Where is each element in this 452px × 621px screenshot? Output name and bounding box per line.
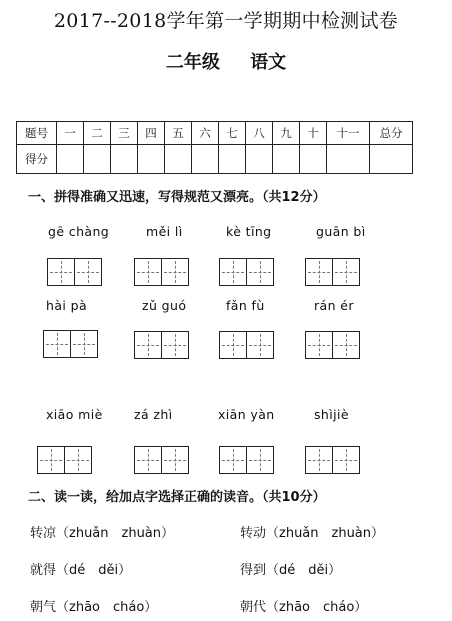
char-box[interactable] [305, 446, 333, 474]
score-table-col: 总分 [370, 122, 413, 145]
pinyin-label: kè tīng [226, 224, 272, 239]
exam-title: 2017--2018学年第一学期期中检测试卷 [53, 10, 399, 32]
pinyin-label: gē chàng [48, 224, 110, 239]
score-table-col: 七 [219, 122, 246, 145]
writing-grid[interactable] [219, 258, 274, 286]
char-box[interactable] [47, 258, 75, 286]
writing-grid[interactable] [134, 331, 189, 359]
score-cell [165, 145, 192, 174]
char-box[interactable] [74, 258, 102, 286]
reading-item: 得到（dé děi） [240, 563, 342, 578]
char-box[interactable] [37, 446, 65, 474]
score-cell [219, 145, 246, 174]
pinyin-label: xiān yàn [218, 407, 275, 422]
score-table-col: 六 [192, 122, 219, 145]
pinyin-label: guān bì [316, 224, 366, 239]
score-table-col: 九 [273, 122, 300, 145]
score-cell [370, 145, 413, 174]
score-table-col: 一 [57, 122, 84, 145]
score-table-score-row [17, 145, 413, 174]
score-table-col: 五 [165, 122, 192, 145]
writing-grid[interactable] [43, 330, 98, 358]
score-table-col: 三 [111, 122, 138, 145]
reading-item: 就得（dé děi） [30, 563, 132, 578]
score-cell [138, 145, 165, 174]
exam-subtitle: 二年级 语文 [165, 52, 287, 73]
char-box[interactable] [246, 446, 274, 474]
char-box[interactable] [305, 331, 333, 359]
char-box[interactable] [332, 258, 360, 286]
score-table-header-row [17, 122, 413, 145]
char-box[interactable] [219, 258, 247, 286]
pinyin-label: zá zhì [134, 407, 173, 422]
char-box[interactable] [246, 258, 274, 286]
char-box[interactable] [161, 331, 189, 359]
score-cell [246, 145, 273, 174]
writing-grid[interactable] [134, 258, 189, 286]
writing-grid[interactable] [134, 446, 189, 474]
char-box[interactable] [332, 446, 360, 474]
char-box[interactable] [305, 258, 333, 286]
score-cell [111, 145, 138, 174]
reading-item: 转凉（zhuǎn zhuàn） [30, 526, 175, 541]
score-table-col: 十 [300, 122, 327, 145]
char-box[interactable] [161, 258, 189, 286]
char-box[interactable] [332, 331, 360, 359]
char-box[interactable] [219, 331, 247, 359]
char-box[interactable] [43, 330, 71, 358]
writing-grid[interactable] [305, 258, 360, 286]
score-table-row-label: 得分 [17, 145, 57, 174]
section1-heading: 一、拼得准确又迅速，写得规范又漂亮。（共12分） [28, 190, 326, 205]
writing-grid[interactable] [305, 446, 360, 474]
writing-grid[interactable] [219, 446, 274, 474]
writing-grid[interactable] [219, 331, 274, 359]
section2-heading: 二、读一读，给加点字选择正确的读音。（共10分） [28, 490, 326, 505]
score-cell [327, 145, 370, 174]
score-table-col: 八 [246, 122, 273, 145]
score-cell [57, 145, 84, 174]
char-box[interactable] [134, 258, 162, 286]
char-box[interactable] [70, 330, 98, 358]
char-box[interactable] [64, 446, 92, 474]
writing-grid[interactable] [37, 446, 92, 474]
score-table-col: 十一 [327, 122, 370, 145]
char-box[interactable] [219, 446, 247, 474]
pinyin-label: zǔ guó [142, 298, 187, 313]
score-table-col: 四 [138, 122, 165, 145]
score-table-row-label: 题号 [17, 122, 57, 145]
score-cell [300, 145, 327, 174]
score-cell [273, 145, 300, 174]
reading-item: 转动（zhuǎn zhuàn） [240, 526, 385, 541]
pinyin-label: fǎn fù [226, 298, 265, 313]
score-cell [84, 145, 111, 174]
char-box[interactable] [134, 446, 162, 474]
score-cell [192, 145, 219, 174]
score-table [16, 121, 413, 174]
char-box[interactable] [246, 331, 274, 359]
writing-grid[interactable] [305, 331, 360, 359]
writing-grid[interactable] [47, 258, 102, 286]
pinyin-label: měi lì [146, 224, 183, 239]
pinyin-label: xiāo miè [46, 407, 103, 422]
reading-item: 朝代（zhāo cháo） [240, 600, 368, 615]
pinyin-label: rán ér [314, 298, 354, 313]
pinyin-label: hài pà [46, 298, 88, 313]
score-table-col: 二 [84, 122, 111, 145]
char-box[interactable] [161, 446, 189, 474]
reading-item: 朝气（zhāo cháo） [30, 600, 158, 615]
char-box[interactable] [134, 331, 162, 359]
pinyin-label: shìjiè [314, 407, 349, 422]
